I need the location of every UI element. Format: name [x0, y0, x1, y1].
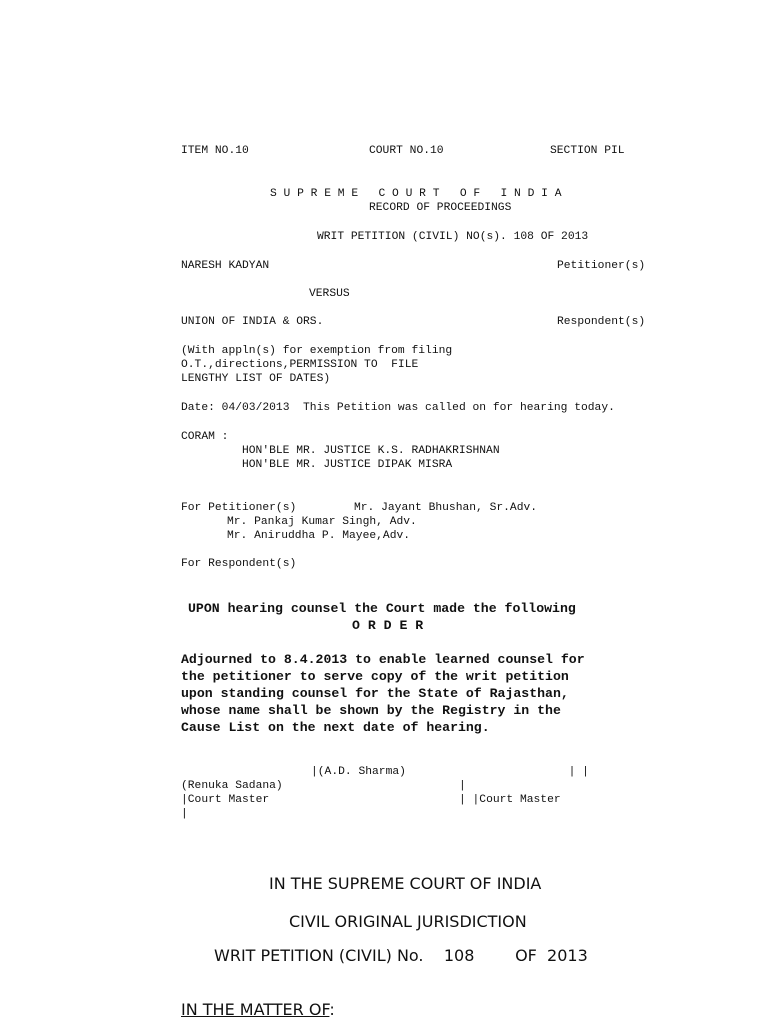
second-doc-court: IN THE SUPREME COURT OF INDIA [269, 874, 542, 893]
matter-colon: : [329, 1000, 335, 1019]
item-number: ITEM NO.10 [181, 145, 249, 157]
signature-line: | [181, 808, 188, 820]
second-doc-jurisdiction: CIVIL ORIGINAL JURISDICTION [289, 912, 527, 931]
petitioner-name: NARESH KADYAN [181, 260, 270, 272]
coram-label: CORAM : [181, 431, 229, 443]
record-title: RECORD OF PROCEEDINGS [369, 202, 512, 214]
petition-title: WRIT PETITION (CIVIL) NO(s). 108 OF 2013 [317, 231, 589, 243]
order-text-line: the petitioner to serve copy of the writ petition [181, 669, 569, 684]
order-text-line: upon standing counsel for the State of Rajasthan, [181, 686, 569, 701]
order-text-line: Cause List on the next date of hearing. [181, 720, 490, 735]
application-note-line: (With appln(s) for exemption from filing [181, 345, 453, 357]
signature-line: |(A.D. Sharma) | | [311, 766, 589, 778]
hearing-date-line: Date: 04/03/2013 This Petition was called on for hearing today. [181, 402, 615, 414]
matter-heading: IN THE MATTER OF [181, 1000, 330, 1019]
application-note-line: O.T.,directions,PERMISSION TO FILE [181, 359, 419, 371]
signature-line: (Renuka Sadana) | [181, 780, 466, 792]
judge-name: HON'BLE MR. JUSTICE DIPAK MISRA [242, 459, 453, 471]
respondent-counsel-label: For Respondent(s) [181, 558, 297, 570]
court-number: COURT NO.10 [369, 145, 444, 157]
petitioner-counsel: Mr. Pankaj Kumar Singh, Adv. [227, 516, 417, 528]
petitioner-counsel-label: For Petitioner(s) [181, 502, 297, 514]
order-preamble: UPON hearing counsel the Court made the following [188, 601, 576, 616]
petitioner-role: Petitioner(s) [557, 260, 646, 272]
order-text-line: Adjourned to 8.4.2013 to enable learned counsel for [181, 652, 585, 667]
application-note-line: LENGTHY LIST OF DATES) [181, 373, 331, 385]
petitioner-counsel: Mr. Aniruddha P. Mayee,Adv. [227, 530, 411, 542]
second-doc-petition: WRIT PETITION (CIVIL) No. 108 OF 2013 [214, 946, 588, 965]
judge-name: HON'BLE MR. JUSTICE K.S. RADHAKRISHNAN [242, 445, 500, 457]
versus-label: VERSUS [309, 288, 350, 300]
court-title: S U P R E M E C O U R T O F I N D I A [270, 188, 562, 200]
signature-line: |Court Master | |Court Master [181, 794, 561, 806]
petitioner-lead-counsel: Mr. Jayant Bhushan, Sr.Adv. [354, 502, 538, 514]
section-label: SECTION PIL [550, 145, 625, 157]
order-text-line: whose name shall be shown by the Registry in the [181, 703, 561, 718]
respondent-role: Respondent(s) [557, 316, 646, 328]
second-doc-matter [181, 1000, 335, 1019]
order-heading: O R D E R [352, 618, 424, 633]
respondent-name: UNION OF INDIA & ORS. [181, 316, 324, 328]
